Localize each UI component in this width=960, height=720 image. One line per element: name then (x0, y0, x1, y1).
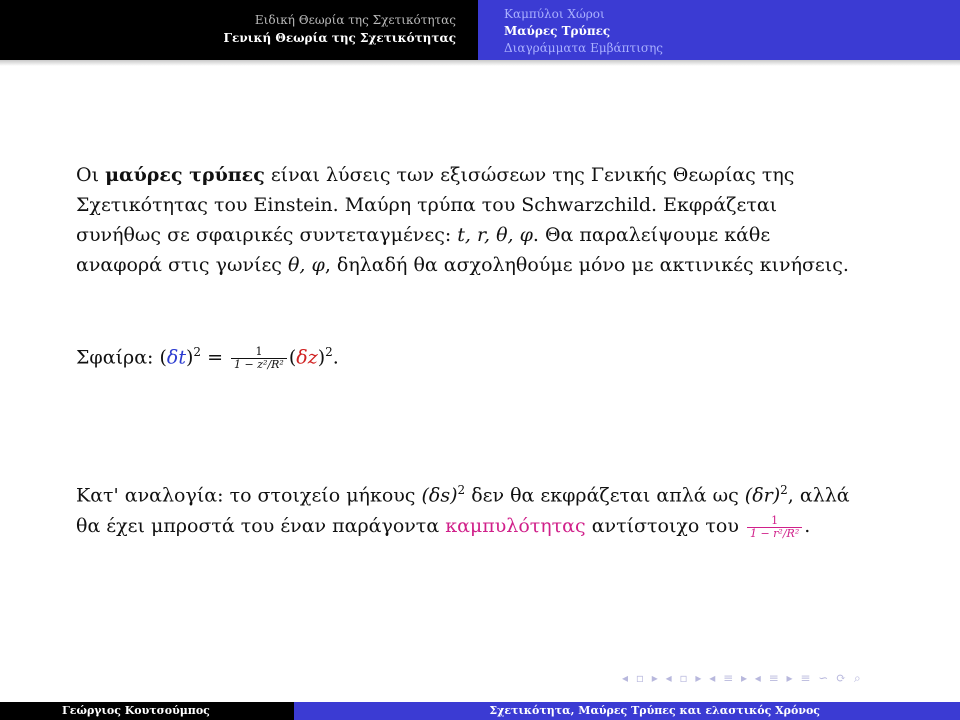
exponent: 2 (325, 345, 333, 359)
ds-term: (δs) (421, 484, 458, 507)
sphere-label: Σφαίρα: (76, 346, 160, 369)
beamer-navigation-icons[interactable]: ◂ ▫ ▸ ◂ ▫ ▸ ◂ ≡ ▸ ◂ ≡ ▸ ≡ ∽ ⟳ ⌕ (622, 671, 863, 685)
curvature-term: καμπυλότητας (445, 515, 586, 537)
sphere-fraction (231, 346, 287, 371)
footer-title: Σχετικότητα, Μαύρες Τρύπες και ελαστικός Χρόνος (489, 704, 820, 717)
footer-author: Γεώργιος Κουτσούμπος (62, 704, 210, 717)
p1-line3-end: . Θα παραλείψουμε κάθε (532, 224, 771, 246)
p1-line4-end: , δηλαδή θα ασχοληθούμε μόνο με ακτινικές κινήσεις. (324, 254, 849, 276)
section-special-relativity[interactable]: Ειδική Θεωρία της Σχετικότητας (254, 13, 456, 27)
p3-line2 (76, 508, 896, 544)
footer-title-box (294, 702, 960, 720)
subsection-embedding-diagrams[interactable]: Διαγράμματα Εμβάπτισης (504, 41, 663, 55)
period: . (332, 346, 339, 369)
p3-text: , αλλά (787, 484, 850, 507)
exponent: 2 (780, 483, 788, 497)
section-nav (0, 0, 478, 60)
p1-line1: είναι λύσεις των εξισώσεων της Γενικής Θεωρίας της (264, 164, 795, 186)
delta-t-term: δt (166, 346, 186, 369)
exponent: 2 (457, 483, 466, 497)
p1-line3-start: συνήθως σε σφαιρικές συντεταγμένες: (76, 224, 458, 246)
footer-author-box (0, 702, 294, 720)
p1-line2: Σχετικότητας του Einstein. Μαύρη τρύπα του Schwarzchild. Εκφράζεται (76, 194, 778, 216)
p1-line4-start: αναφορά στις γωνίες (76, 254, 288, 276)
p3-text: αντίστοιχο του (585, 515, 745, 537)
subsection-black-holes[interactable]: Μαύρες Τρύπες (504, 24, 611, 38)
exponent: 2 (193, 345, 202, 359)
paren: ) (185, 346, 194, 369)
paren: ) (317, 346, 326, 369)
analogy-paragraph (76, 472, 896, 544)
spherical-coords: t, r, θ, φ (457, 224, 533, 246)
equals-sign: = (201, 346, 230, 369)
p3-text: Κατ' αναλογία: το στοιχείο μήκους (76, 484, 422, 507)
header-divider (0, 60, 960, 66)
fraction-denominator: 1 − z²/R² (234, 357, 284, 371)
p3-text: θα έχει μπροστά του έναν παράγοντα (76, 515, 446, 537)
p1-intro: Οι (76, 164, 106, 186)
black-hole-paragraph (76, 160, 896, 280)
fraction-numerator: 1 (231, 346, 287, 359)
p3-line1 (76, 472, 896, 508)
curvature-fraction (747, 515, 802, 540)
period: . (804, 515, 811, 537)
p3-text: δεν θα εκφράζεται απλά ως (465, 484, 745, 507)
section-general-relativity[interactable]: Γενική Θεωρία της Σχετικότητας (223, 31, 456, 45)
subsection-curved-spaces[interactable]: Καμπύλοι Χώροι (504, 7, 605, 21)
slide-header (0, 0, 960, 60)
dr-term: (δr) (744, 484, 781, 507)
slide-footer (0, 702, 960, 720)
paren: ( (288, 346, 297, 369)
fraction-numerator: 1 (747, 515, 802, 528)
black-holes-term: μαύρες τρύπες (105, 164, 265, 186)
sphere-equation (76, 345, 339, 371)
fraction-denominator: 1 − r²/R² (749, 526, 800, 540)
angles: θ, φ (287, 254, 325, 276)
subsection-nav (478, 0, 960, 60)
paren: ( (159, 346, 167, 369)
delta-z-term: δz (296, 346, 318, 369)
